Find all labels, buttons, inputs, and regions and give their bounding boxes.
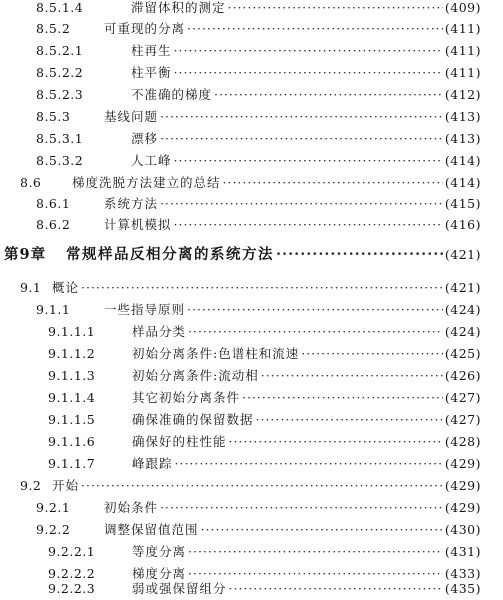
toc-entry: [20, 172, 481, 194]
entry-title: 人工峰: [131, 153, 172, 168]
entry-page: (429): [444, 456, 481, 471]
toc-entry: [48, 365, 481, 387]
entry-page: (413): [444, 109, 481, 124]
toc-entry: [48, 321, 481, 343]
entry-title: 弱或强保留组分: [132, 581, 227, 596]
entry-title: 滞留体积的测定: [131, 0, 226, 15]
leader-dots: [229, 578, 443, 600]
entry-number: 8.5.3: [36, 109, 71, 124]
chapter-heading: [4, 242, 481, 268]
leader-dots: [81, 475, 443, 497]
chapter-number: 第9章: [4, 246, 47, 263]
toc-entry: [36, 150, 481, 172]
entry-title: 调整保留值范围: [104, 522, 199, 537]
leader-dots: [160, 128, 443, 150]
toc-entry: [48, 578, 481, 600]
entry-number: 8.5.3.2: [36, 153, 84, 168]
entry-title: 确保准确的保留数据: [132, 412, 254, 427]
entry-number: 8.5.2: [36, 21, 71, 36]
entry-number: 8.5.3.1: [36, 131, 84, 146]
entry-title: 等度分离: [132, 544, 187, 559]
entry-page: (433): [444, 566, 481, 581]
leader-dots: [261, 365, 443, 387]
leader-dots: [229, 431, 443, 453]
entry-number: 8.6.1: [36, 196, 71, 211]
leader-dots: [201, 519, 443, 541]
leader-dots: [160, 193, 443, 215]
entry-page: (430): [444, 522, 481, 537]
leader-dots: [228, 0, 443, 19]
leader-dots: [160, 497, 443, 519]
entry-number: 9.2: [20, 478, 42, 493]
leader-dots: [223, 172, 443, 194]
leader-dots: [160, 106, 443, 128]
leader-dots: [187, 18, 443, 40]
toc-entry: [48, 343, 481, 365]
entry-number: 9.2.2: [36, 522, 71, 537]
toc-entry: [20, 475, 481, 497]
toc-entry: [36, 497, 481, 519]
entry-number: 8.5.2.3: [36, 87, 84, 102]
leader-dots: [301, 343, 443, 365]
entry-number: 9.2.1: [36, 500, 71, 515]
leader-dots: [188, 321, 443, 343]
entry-page: (427): [444, 390, 481, 405]
chapter-title: 常规样品反相分离的系统方法: [66, 246, 274, 263]
entry-number: 9.2.2.2: [48, 566, 96, 581]
leader-dots: [214, 84, 443, 106]
leader-dots: [174, 40, 443, 62]
entry-number: 9.1: [20, 280, 42, 295]
entry-title: 初始条件: [104, 500, 159, 515]
toc-entry: [48, 541, 481, 563]
entry-page: (409): [444, 0, 481, 15]
toc-entry: [20, 277, 481, 299]
entry-title: 可重现的分离: [104, 21, 186, 36]
entry-title: 其它初始分离条件: [132, 390, 241, 405]
entry-title: 确保好的柱性能: [132, 434, 227, 449]
entry-number: 9.2.2.3: [48, 581, 96, 596]
toc-entry: [36, 62, 481, 84]
toc-entry: [36, 106, 481, 128]
entry-page: (427): [444, 412, 481, 427]
leader-dots: [174, 150, 443, 172]
entry-page: (416): [444, 217, 481, 232]
toc-entry: [36, 0, 481, 19]
entry-page: (424): [444, 302, 481, 317]
leader-dots: [175, 453, 443, 475]
entry-number: 8.5.1.4: [36, 0, 84, 15]
entry-page: (431): [444, 544, 481, 559]
entry-number: 9.1.1.5: [48, 412, 96, 427]
toc-entry: [36, 214, 481, 236]
entry-number: 9.1.1.3: [48, 368, 96, 383]
entry-page: (425): [444, 346, 481, 361]
entry-number: 9.1.1.7: [48, 456, 96, 471]
leader-dots: [81, 277, 443, 299]
entry-number: 8.6: [20, 175, 42, 190]
entry-title: 柱平衡: [131, 65, 172, 80]
toc-entry: [36, 299, 481, 321]
toc-entry: [36, 18, 481, 40]
leader-dots: [256, 409, 443, 431]
leader-dots: [174, 214, 443, 236]
entry-page: (426): [444, 368, 481, 383]
entry-title: 初始分离条件:色谱柱和流速: [132, 346, 300, 361]
leader-dots: [188, 541, 443, 563]
entry-title: 基线问题: [104, 109, 159, 124]
toc-entry: [48, 409, 481, 431]
entry-title: 样品分类: [132, 324, 187, 339]
entry-number: 8.5.2.1: [36, 43, 84, 58]
entry-page: (429): [444, 478, 481, 493]
entry-number: 9.1.1.6: [48, 434, 96, 449]
entry-page: (429): [444, 500, 481, 515]
entry-title: 柱再生: [131, 43, 172, 58]
entry-title: 系统方法: [104, 196, 159, 211]
entry-number: 9.1.1.1: [48, 324, 96, 339]
entry-title: 峰跟踪: [132, 456, 173, 471]
entry-page: (415): [444, 196, 481, 211]
entry-title: 初始分离条件:流动相: [132, 368, 259, 383]
entry-number: 9.1.1.4: [48, 390, 96, 405]
entry-title: 开始: [52, 478, 80, 493]
entry-title: 一些指导原则: [104, 302, 186, 317]
leader-dots: [174, 62, 443, 84]
entry-number: 9.2.2.1: [48, 544, 96, 559]
entry-page: (428): [444, 434, 481, 449]
toc-entry: [36, 519, 481, 541]
entry-title: 概论: [52, 280, 80, 295]
toc-entry: [48, 387, 481, 409]
toc-entry: [36, 193, 481, 215]
entry-title: 不准确的梯度: [131, 87, 213, 102]
entry-page: (411): [444, 43, 481, 58]
toc-entry: [48, 453, 481, 475]
toc-entry: [48, 431, 481, 453]
toc-entry: [36, 128, 481, 150]
entry-number: 8.5.2.2: [36, 65, 84, 80]
entry-title: 梯度分离: [132, 566, 187, 581]
entry-number: 8.6.2: [36, 217, 71, 232]
entry-page: (414): [444, 153, 481, 168]
entry-page: (411): [444, 65, 481, 80]
entry-title: 计算机模拟: [104, 217, 172, 232]
toc-entry: [36, 40, 481, 62]
toc-entry: [36, 84, 481, 106]
leader-dots: [242, 387, 443, 409]
chapter-page: (421): [444, 247, 481, 262]
entry-page: (421): [444, 280, 481, 295]
leader-dots: [276, 242, 443, 268]
entry-number: 9.1.1: [36, 302, 71, 317]
entry-number: 9.1.1.2: [48, 346, 96, 361]
entry-title: 漂移: [131, 131, 159, 146]
entry-title: 梯度洗脱方法建立的总结: [72, 175, 221, 190]
entry-page: (413): [444, 131, 481, 146]
entry-page: (424): [444, 324, 481, 339]
entry-page: (412): [444, 87, 481, 102]
entry-page: (435): [444, 581, 481, 596]
leader-dots: [187, 299, 443, 321]
entry-page: (411): [444, 21, 481, 36]
entry-page: (414): [444, 175, 481, 190]
